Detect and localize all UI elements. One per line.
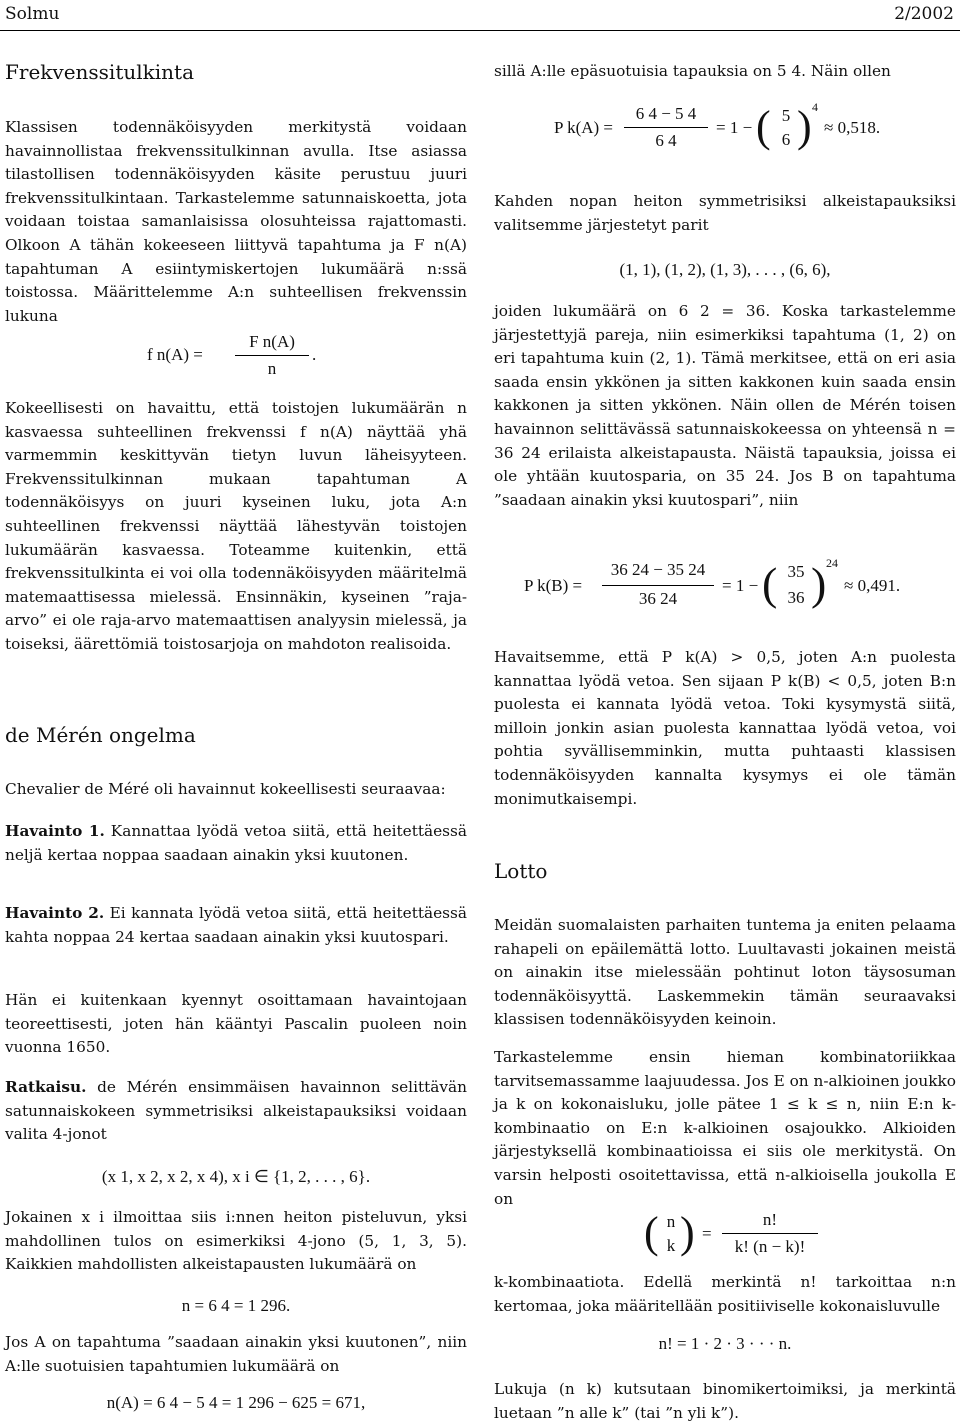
paragraph-binomial-coefficients: Lukuja (n k) kutsutaan binomikertoimiksi, ja merkintä luetaan ”n alle k” (tai ”n yli k”). [494, 1380, 956, 1422]
solution-paragraph: Ratkaisu. de Mérén ensimmäisen havainnon selittävän satunnaiskokeen symmetrisiksi alkeistapauksiksi voidaan valita 4-jonot [5, 1078, 467, 1144]
page-header [0, 0, 960, 31]
equation-4-tuples: (x 1, x 2, x 2, x 4), x i ∈ {1, 2, . . . , 6}. [101, 1167, 371, 1186]
paragraph-unfavorable: sillä A:lle epäsuotuisia tapauksia on 5 4. Näin ollen [494, 62, 891, 80]
section-title-frekvenssitulkinta: Frekvenssitulkinta [5, 60, 195, 84]
observation-2: Havainto 2. Ei kannata lyödä vetoa siitä, että heitettäessä kahta noppaa 24 kertaa saadaan ainakin yksi kuutospari. [5, 904, 467, 946]
paragraph-elementary-cases: Jokainen x i ilmoittaa siis i:nnen heiton pisteluvun, yksi mahdollinen tulos on esimerkiksi 4-jono (5, 1, 3, 5). Kaikkien mahdollisten alkeistapausten lukumäärä on [5, 1208, 467, 1274]
equation-binomial: ( n k ) = n! k! (n − k)! [494, 1208, 956, 1264]
equation-probability-b: P k(B) = 36 24 − 35 24 36 24 = 1 − ( 35 36 ) 24 ≈ 0,491. [524, 556, 901, 609]
equation-relative-frequency: f n(A) = F n(A) n . [147, 332, 317, 378]
paragraph-k-combinations: k-kombinaatiota. Edellä merkintä n! tarkoittaa n:n kertomaa, joka määritellään positiiviselle kokonaisluvulle [494, 1273, 956, 1315]
journal-name: Solmu [5, 4, 60, 24]
issue-number: 2/2002 [894, 4, 954, 24]
paragraph-conclusion: Havaitsemme, että P k(A) > 0,5, joten A:n puolesta kannattaa lyödä vetoa. Sen sijaan P k(B) < 0,5, joten B:n puolesta ei kannata lyödä vetoa. Toki kysymystä siitä, milloin jonkin asian puolesta kannattaa lyödä vetoa, voi pohtia syvällisemminkin, mutta puhtaasti klassisen todennäköisyyden kannalta kysymys ei ole tämän monimutkaisempi. [494, 648, 956, 808]
equation-ordered-pairs: (1, 1), (1, 2), (1, 3), . . . , (6, 6), [619, 260, 831, 279]
section-title-lotto: Lotto [494, 859, 548, 883]
paragraph-chevalier: Chevalier de Méré oli havainnut kokeellisesti seuraavaa: [5, 780, 446, 798]
equation-total-count: n = 6 4 = 1 296. [181, 1296, 291, 1315]
equation-factorial: n! = 1 · 2 · 3 · · · n. [658, 1334, 792, 1353]
paragraph-event-a: Jos A on tapahtuma ”saadaan ainakin yksi kuutonen”, niin A:lle suotuisien tapahtumien lukumäärä on [5, 1333, 467, 1375]
paragraph-pascal: Hän ei kuitenkaan kyennyt osoittamaan havaintojaan teoreettisesti, joten hän kääntyi Pascalin puoleen noin vuonna 1650. [5, 991, 467, 1057]
paragraph-ordered-pairs: joiden lukumäärä on 6 2 = 36. Koska tarkastelemme järjestettyjä pareja, niin esimerkiksi tapahtuma (1, 2) on eri tapahtuma kuin (2, 1). Tämä merkitsee, että on eri asia saada ensin ykkönen ja sitten kakkonen kuin saada ensin kakkonen ja sitten ykkönen. Näin ollen de Mérén toisen havainnon selittävässä satunnaiskokeessa on yhteensä n = 36 24 erilaista alkeistapausta. Näistä tapauksia, joissa ei ole yhtään kuutosparia, on 35 24. Jos B on tapahtuma ”saadaan ainakin yksi kuutospari”, niin [494, 302, 956, 509]
paragraph-frequency-interpretation: Kokeellisesti on havaittu, että toistojen lukumäärän n kasvaessa suhteellinen frekvenssi f n(A) näyttää yhä varmemmin keskittyvän tietyn luvun läheisyyteen. Frekvenssitulkinnan mukaan tapahtuman A todennäköisyys on juuri kyseinen luku, jota A:n suhteellinen frekvenssi näyttää lähestyvän toistojen lukumäärän kasvaessa. Toteamme kuitenkin, että frekvenssitulkinta ei voi olla todennäköisyyden määritelmä matemaattisessa mielessä. Ensinnäkin, kyseinen ”raja-arvo” ei ole raja-arvo matemaattisen analyysin mielessä, ja toiseksi, äärettömiä toistosarjoja on mahdoton realisoida. [5, 399, 467, 653]
paragraph-lotto-intro: Meidän suomalaisten parhaiten tuntema ja eniten pelaama rahapeli on epäilemättä lotto. Luultavasti jokainen meistä on ainakin itse mielessään pohtinut loton täysosuman todennäköisyyttä. Laskemmekin tämän seuraavaksi klassisen todennäköisyyden keinoin. [494, 916, 956, 1029]
section-title-de-mere: de Mérén ongelma [5, 723, 196, 747]
paragraph-two-dice: Kahden nopan heiton symmetrisiksi alkeistapauksiksi valitsemme järjestetyt parit [494, 192, 956, 234]
paragraph-combinatorics: Tarkastelemme ensin hieman kombinatoriikkaa tarvitsemassamme laajuudessa. Jos E on n-alkioinen joukko ja k on kokonaisluku, jolle pätee 1 ≤ k ≤ n, niin E:n k-kombinaatio on E:n k-alkioinen osajoukko. Alkioiden järjestyksellä kombinaatioissa ei siis ole merkitystä. On varsin helposti osoitettavissa, että n-alkioisella joukolla E on [494, 1048, 956, 1208]
equation-favorable-count: n(A) = 6 4 − 5 4 = 1 296 − 625 = 671, [106, 1393, 366, 1412]
paragraph-intro: Klassisen todennäköisyyden merkitystä voidaan havainnollistaa frekvenssitulkinnan avulla. Itse asiassa tilastollisen todennäköisyyden käsite perustuu juuri frekvenssitulkintaan. Tarkastelemme satunnaiskoetta, jota voidaan toistaa samanlaisissa olosuhteissa rajattomasti. Olkoon A tähän kokeeseen liittyvä tapahtuma ja F n(A) tapahtuman A esiintymiskertojen lukumäärä n:ssä toistossa. Määrittelemme A:n suhteellisen frekvenssin lukuna [5, 118, 467, 325]
observation-1: Havainto 1. Kannattaa lyödä vetoa siitä, että heitettäessä neljä kertaa noppaa saadaan ainakin yksi kuutonen. [5, 822, 467, 864]
equation-probability-a: P k(A) = 6 4 − 5 4 6 4 = 1 − ( 5 6 ) 4 ≈ 0,518. [554, 100, 881, 151]
